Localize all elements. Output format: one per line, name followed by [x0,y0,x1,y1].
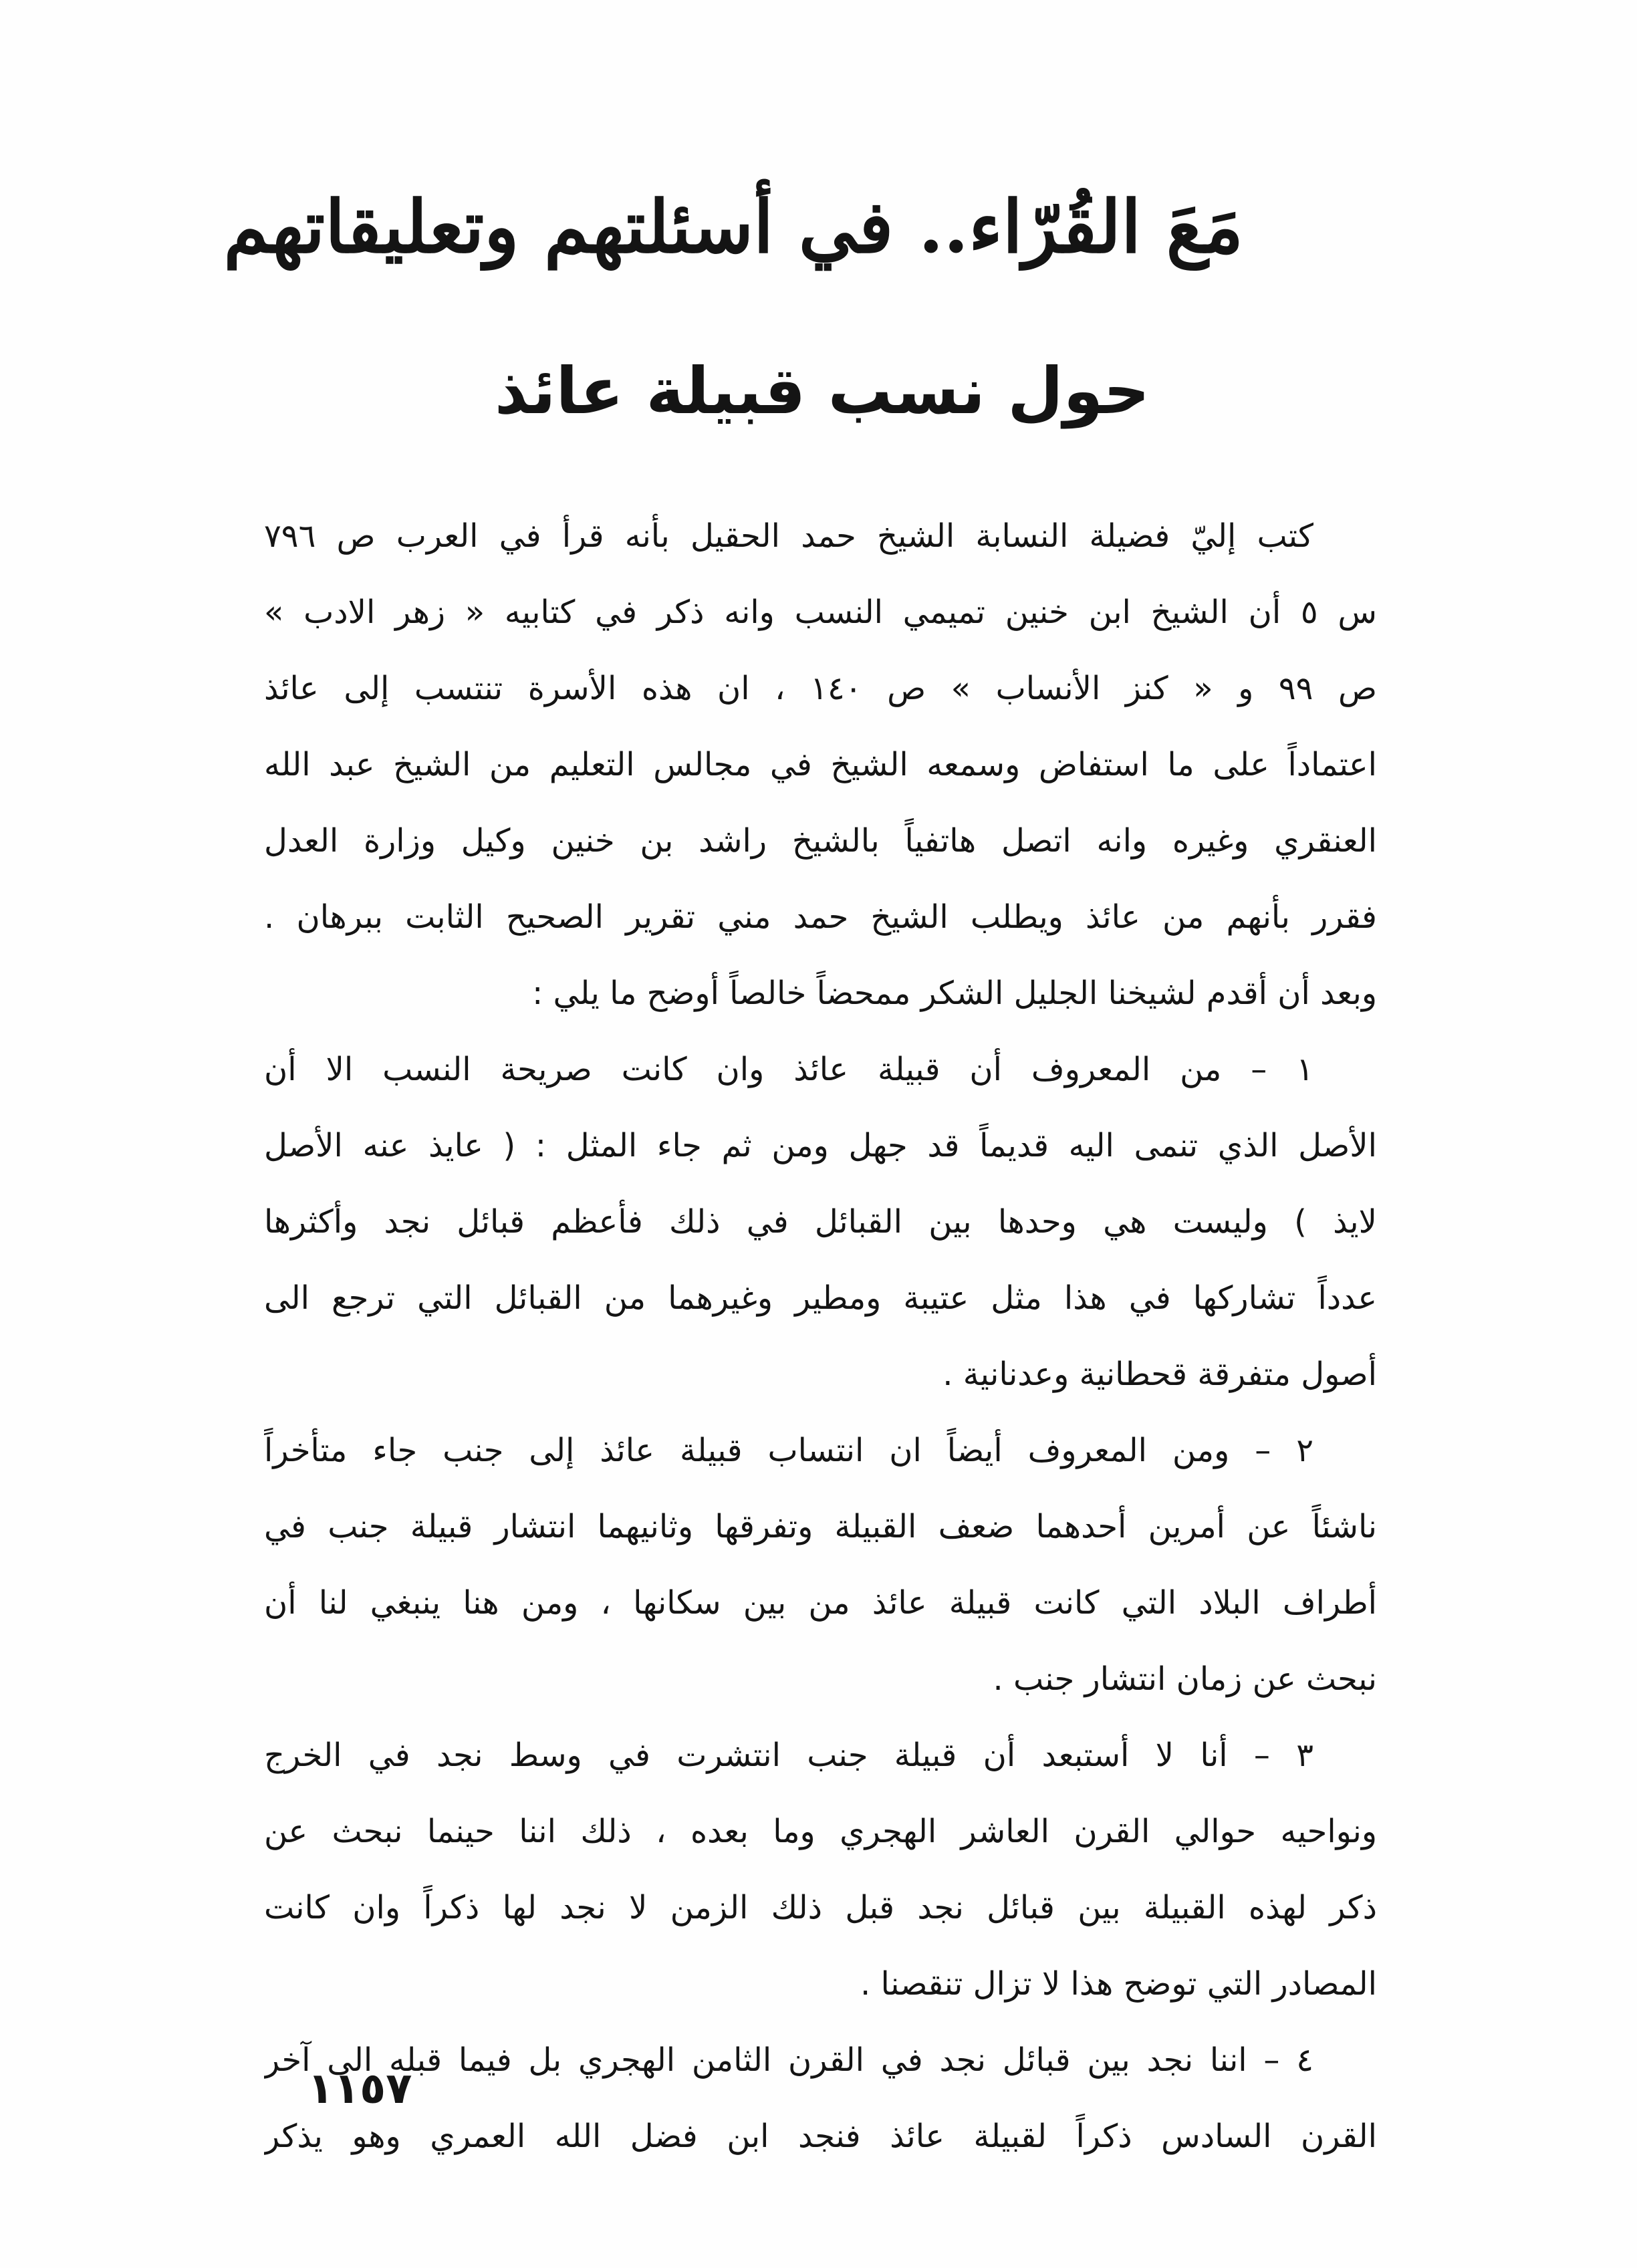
body-line: الأصل الذي تنمى اليه قديماً قد جهل ومن ثم جاء المثل : ( عايذ عنه الأصل [264,1127,1377,1164]
body-line: ذكر لهذه القبيلة بين قبائل نجد قبل ذلك الزمن لا نجد لها ذكراً وان كانت [264,1889,1377,1926]
body-line: ناشئاً عن أمرين أحدهما ضعف القبيلة وتفرقها وثانيهما انتشار قبيلة جنب في [264,1508,1377,1545]
body-line: ونواحيه حوالي القرن العاشر الهجري وما بعده ، ذلك اننا حينما نبحث عن [264,1813,1377,1850]
article-body [264,498,1377,2174]
article-title: حول نسب قبيلة عائذ [494,354,1150,428]
body-line: اعتماداً على ما استفاض وسمعه الشيخ في مجالس التعليم من الشيخ عبد الله [264,746,1377,783]
body-line: ٣ – أنا لا أستبعد أن قبيلة جنب انتشرت في وسط نجد في الخرج [264,1737,1313,1774]
body-line: نبحث عن زمان انتشار جنب . [993,1660,1377,1698]
body-line: ٢ – ومن المعروف أيضاً ان انتساب قبيلة عائذ إلى جنب جاء متأخراً [264,1432,1313,1469]
body-line: ص ٩٩ و « كنز الأنساب » ص ١٤٠ ، ان هذه الأسرة تنتسب إلى عائذ [264,670,1377,707]
body-line: القرن السادس ذكراً لقبيلة عائذ فنجد ابن فضل الله العمري وهو يذكر [264,2118,1377,2155]
body-line: وبعد أن أقدم لشيخنا الجليل الشكر ممحضاً خالصاً أوضح ما يلي : [532,975,1377,1012]
body-line: العنقري وغيره وانه اتصل هاتفياً بالشيخ راشد بن خنين وكيل وزارة العدل [264,822,1377,860]
body-line: لايذ ) وليست هي وحدها بين القبائل في ذلك فأعظم قبائل نجد وأكثرها [264,1203,1377,1241]
section-header: مَعَ القُرّاء.. في أسئلتهم وتعليقاتهم [223,185,1243,269]
page-number: ١١٥٧ [307,2064,412,2114]
body-line: فقرر بأنهم من عائذ ويطلب الشيخ حمد مني تقرير الصحيح الثابت ببرهان . [264,898,1377,936]
body-line: ٤ – اننا نجد بين قبائل نجد في القرن الثامن الهجري بل فيما قبله الى آخر [264,2041,1313,2079]
body-line: أصول متفرقة قحطانية وعدنانية . [942,1356,1377,1393]
body-line: عدداً تشاركها في هذا مثل عتيبة ومطير وغيرهما من القبائل التي ترجع الى [264,1279,1377,1317]
body-line: المصادر التي توضح هذا لا تزال تنقصنا . [860,1965,1377,2003]
body-line: ١ – من المعروف أن قبيلة عائذ وان كانت صريحة النسب الا أن [264,1051,1313,1088]
body-line: كتب إليّ فضيلة النسابة الشيخ حمد الحقيل بأنه قرأ في العرب ص ٧٩٦ [264,517,1313,555]
body-line: أطراف البلاد التي كانت قبيلة عائذ من بين سكانها ، ومن هنا ينبغي لنا أن [264,1584,1377,1622]
body-line: س ٥ أن الشيخ ابن خنين تميمي النسب وانه ذكر في كتابيه « زهر الادب » [264,594,1377,631]
